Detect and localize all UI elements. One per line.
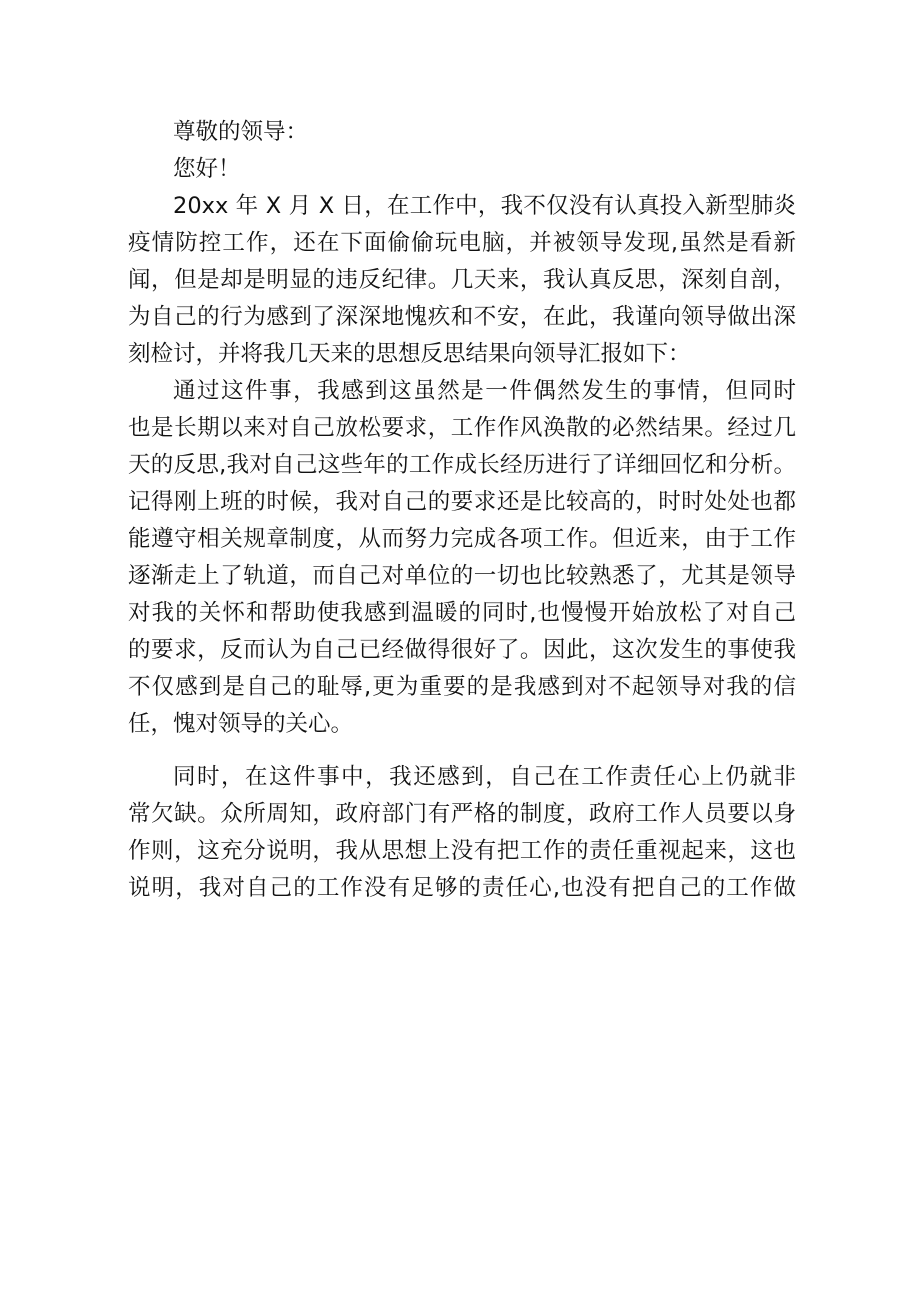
letter-body [128,114,796,907]
paragraph-line: 闻，但是却是明显的违反纪律。几天来，我认真反思，深刻自剖， [128,267,796,293]
paragraph-3 [128,759,796,907]
paragraph-line: 通过这件事，我感到这虽然是一件偶然发生的事情，但同时 [173,378,796,404]
paragraph-line: 不仅感到是自己的耻辱,更为重要的是我感到对不起领导对我的信 [128,674,796,700]
paragraph-line: 记得刚上班的时候，我对自己的要求还是比较高的，时时处处也都 [128,489,796,515]
paragraph-line: 说明，我对自己的工作没有足够的责任心,也没有把自己的工作做 [128,875,796,901]
paragraph-line: 20xx 年 X 月 X 日，在工作中，我不仅没有认真投入新型肺炎 [173,193,796,219]
paragraph-line: 疫情防控工作，还在下面偷偷玩电脑，并被领导发现,虽然是看新 [128,230,796,256]
paragraph-spacer [128,743,796,759]
paragraph-line: 也是长期以来对自己放松要求，工作作风涣散的必然结果。经过几 [128,415,796,441]
salutation: 尊敬的领导： [173,119,309,145]
paragraph-line: 逐渐走上了轨道，而自己对单位的一切也比较熟悉了，尤其是领导 [128,563,796,589]
paragraph-line: 天的反思,我对自己这些年的工作成长经历进行了详细回忆和分析。 [128,452,796,478]
paragraph-2 [128,373,796,743]
paragraph-line: 刻检讨，并将我几天来的思想反思结果向领导汇报如下： [128,341,691,367]
paragraph-line: 作则，这充分说明，我从思想上没有把工作的责任重视起来，这也 [128,838,796,864]
paragraph-line: 能遵守相关规章制度，从而努力完成各项工作。但近来，由于工作 [128,526,796,552]
paragraph-line: 常欠缺。众所周知，政府部门有严格的制度，政府工作人员要以身 [128,801,796,827]
paragraph-line: 对我的关怀和帮助使我感到温暖的同时,也慢慢开始放松了对自己 [128,600,796,626]
greeting: 您好！ [173,156,241,182]
paragraph-line: 任，愧对领导的关心。 [128,711,354,737]
paragraph-line: 同时，在这件事中，我还感到，自己在工作责任心上仍就非 [173,764,796,790]
paragraph-line: 为自己的行为感到了深深地愧疚和不安，在此，我谨向领导做出深 [128,304,796,330]
paragraph-line: 的要求，反而认为自己已经做得很好了。因此，这次发生的事使我 [128,637,796,663]
paragraph-1 [128,188,796,373]
